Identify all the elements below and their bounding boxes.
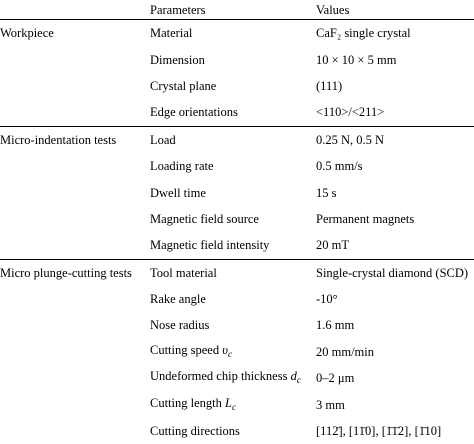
parameter-cell: Tool material bbox=[146, 259, 314, 286]
value-cell: 0.5 mm/s bbox=[316, 159, 363, 174]
parameter-cell: Material bbox=[150, 26, 193, 41]
value-cell: 15 s bbox=[316, 185, 337, 200]
value-cell: 20 mm/min bbox=[316, 344, 374, 359]
table-row bbox=[0, 206, 474, 232]
group-spacer bbox=[0, 339, 146, 365]
group-spacer bbox=[0, 418, 146, 444]
table-row bbox=[0, 99, 474, 126]
math-symbol: υ bbox=[222, 342, 228, 357]
group-label-micro-indentation: Micro-indentation tests bbox=[0, 126, 146, 153]
group-spacer bbox=[0, 46, 146, 72]
group-spacer bbox=[0, 365, 146, 391]
parameter-cell bbox=[146, 391, 314, 417]
parameter-text: Cutting length bbox=[150, 395, 225, 410]
table-row bbox=[0, 312, 474, 338]
group-spacer bbox=[0, 179, 146, 205]
parameter-text: Cutting speed bbox=[150, 342, 223, 357]
group-spacer bbox=[0, 73, 146, 99]
group-label-micro-plunge-cutting: Micro plunge-cutting tests bbox=[0, 259, 146, 286]
value-cell: 0–2 μm bbox=[316, 371, 355, 386]
table-row bbox=[0, 20, 474, 47]
table-row bbox=[0, 153, 474, 179]
parameter-cell: Cutting directions bbox=[150, 424, 240, 439]
value-cell: CaF₂ single crystal bbox=[316, 26, 411, 41]
table-row bbox=[0, 286, 474, 312]
group-spacer bbox=[0, 153, 146, 179]
table-row bbox=[0, 46, 474, 72]
parameter-cell: Edge orientations bbox=[150, 105, 238, 120]
table-row bbox=[0, 232, 474, 259]
math-subscript: c bbox=[296, 375, 301, 386]
value-cell: 10 × 10 × 5 mm bbox=[316, 52, 397, 67]
parameter-cell: Magnetic field intensity bbox=[150, 238, 270, 253]
table-row bbox=[0, 179, 474, 205]
math-symbol: d bbox=[290, 369, 297, 384]
table-header-row bbox=[0, 0, 474, 20]
table-row bbox=[0, 339, 474, 365]
value-cell: [112̄], [11̄0], [1̄1̄2], [1̄10] bbox=[316, 424, 442, 439]
table-row bbox=[0, 73, 474, 99]
parameter-cell: Nose radius bbox=[150, 318, 210, 333]
parameter-cell: Dimension bbox=[150, 52, 205, 67]
group-label-workpiece: Workpiece bbox=[0, 26, 54, 41]
parameter-cell: Crystal plane bbox=[150, 78, 217, 93]
table-row bbox=[0, 259, 474, 286]
table-row bbox=[0, 126, 474, 153]
header-group bbox=[0, 0, 146, 20]
parameter-text: Undeformed chip thickness bbox=[150, 369, 291, 384]
parameter-cell: Dwell time bbox=[150, 185, 206, 200]
math-subscript: c bbox=[231, 401, 236, 412]
parameter-cell: Load bbox=[146, 126, 314, 153]
table-row bbox=[0, 365, 474, 391]
math-symbol: L bbox=[225, 395, 232, 410]
group-spacer bbox=[0, 286, 146, 312]
parameter-cell: Loading rate bbox=[150, 159, 214, 174]
value-cell: 0.25 N, 0.5 N bbox=[314, 126, 474, 153]
table-row bbox=[0, 391, 474, 417]
value-cell: (111) bbox=[316, 78, 343, 93]
group-spacer bbox=[0, 232, 146, 259]
group-spacer bbox=[0, 312, 146, 338]
value-cell: 1.6 mm bbox=[316, 318, 355, 333]
value-cell: 20 mT bbox=[316, 238, 349, 253]
parameter-cell: Magnetic field source bbox=[150, 211, 259, 226]
group-spacer bbox=[0, 391, 146, 417]
value-cell: 3 mm bbox=[316, 397, 345, 412]
table-row bbox=[0, 418, 474, 444]
parameter-cell bbox=[146, 339, 314, 365]
group-spacer bbox=[0, 206, 146, 232]
value-cell: -10° bbox=[316, 292, 338, 307]
value-cell: Permanent magnets bbox=[316, 211, 415, 226]
parameter-cell: Rake angle bbox=[150, 292, 206, 307]
value-cell: Single-crystal diamond (SCD) bbox=[314, 259, 474, 286]
math-subscript: c bbox=[227, 348, 232, 359]
header-parameters: Parameters bbox=[146, 0, 314, 20]
value-cell: <110>/<211> bbox=[316, 105, 385, 120]
parameter-cell bbox=[146, 365, 314, 391]
group-spacer bbox=[0, 99, 146, 126]
header-values: Values bbox=[314, 0, 474, 20]
